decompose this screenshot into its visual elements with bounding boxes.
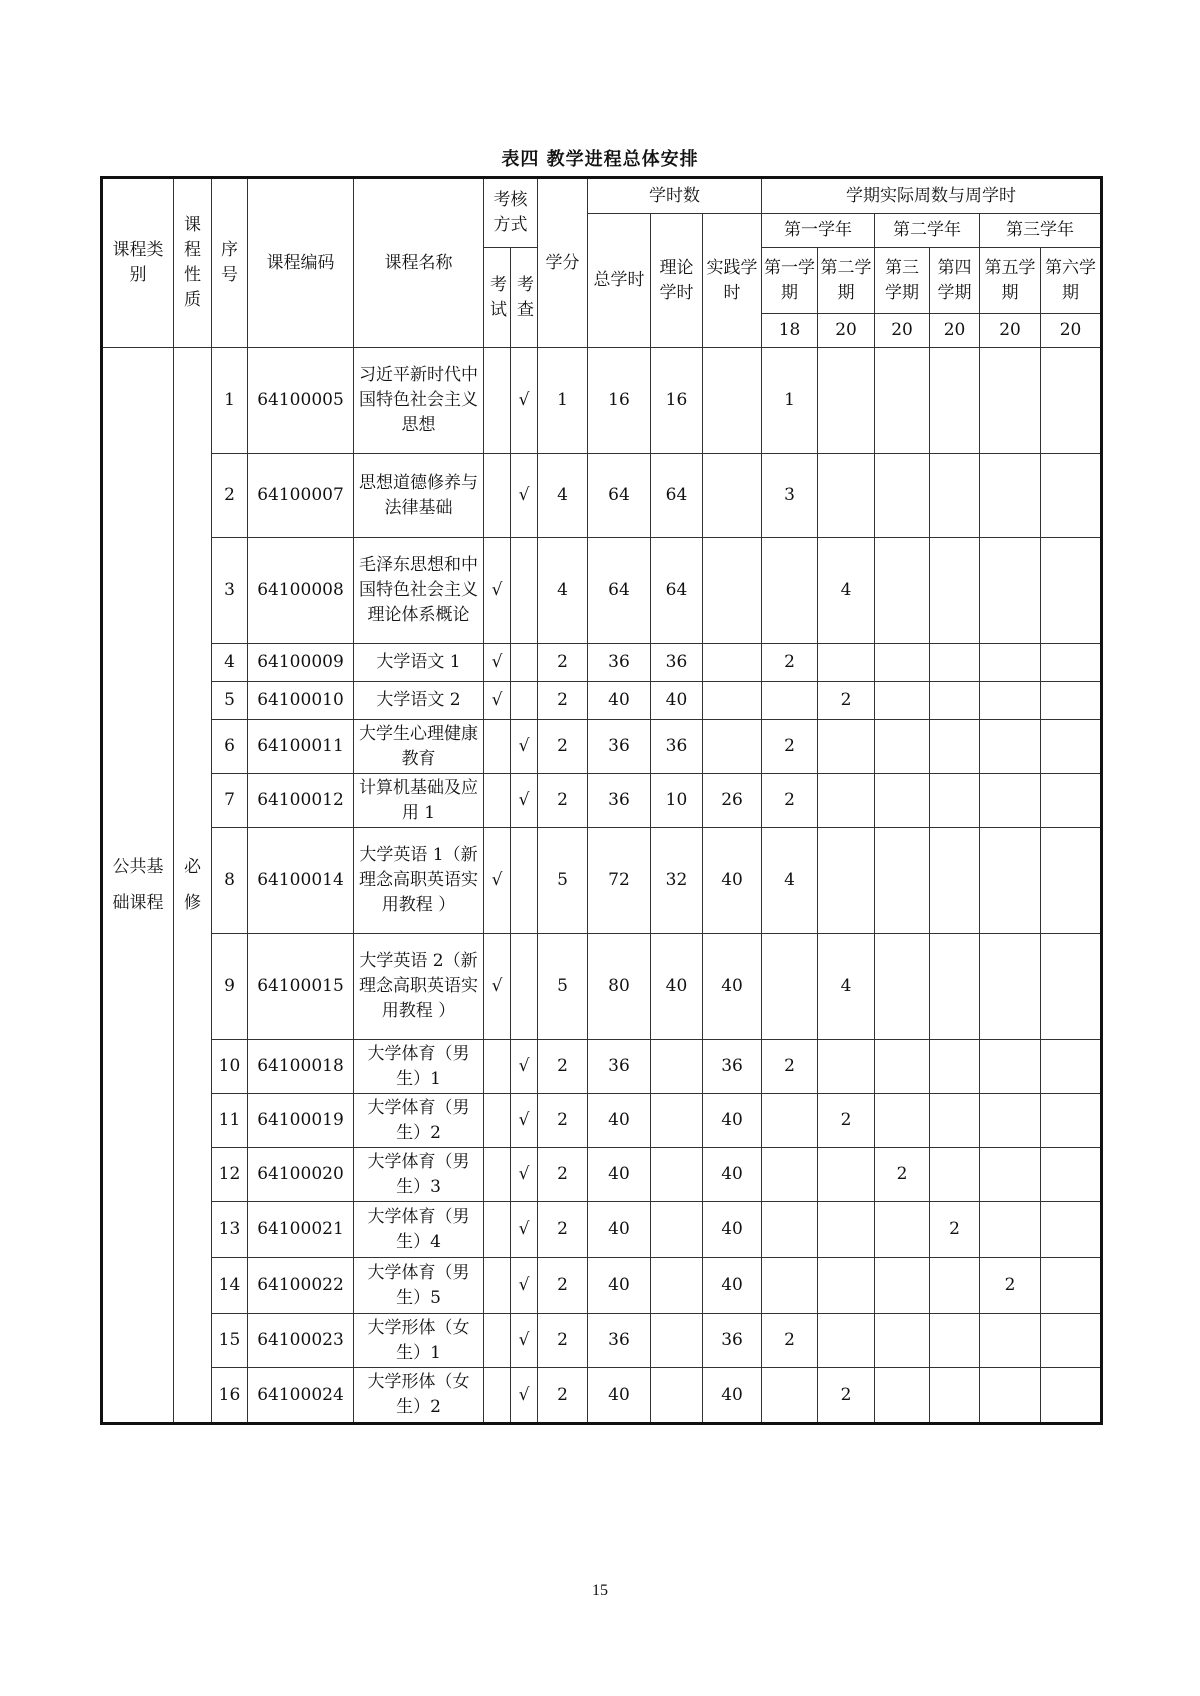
header-name: 课程名称: [354, 178, 484, 348]
course-exam-mark: [484, 774, 511, 828]
course-exam-mark: [484, 1258, 511, 1314]
course-total-hours: 40: [588, 1202, 651, 1258]
course-exam-mark: [484, 454, 511, 538]
course-seq: 8: [212, 828, 248, 934]
weeks-semester-3: 20: [875, 314, 930, 348]
course-semester-3-hours: [875, 1258, 930, 1314]
table-row: [102, 454, 1102, 538]
course-exam-mark: [484, 1040, 511, 1094]
course-semester-1-hours: 2: [762, 720, 818, 774]
course-total-hours: 72: [588, 828, 651, 934]
course-semester-2-hours: 2: [818, 1368, 875, 1424]
course-semester-5-hours: [980, 1094, 1041, 1148]
course-semester-4-hours: [930, 644, 980, 682]
course-semester-2-hours: [818, 774, 875, 828]
course-exam-mark: √: [484, 828, 511, 934]
teaching-plan-table: [100, 176, 1103, 1425]
course-exam-mark: [484, 1094, 511, 1148]
course-check-mark: √: [511, 1202, 538, 1258]
weeks-semester-1: 18: [762, 314, 818, 348]
course-credit: 2: [538, 1148, 588, 1202]
course-semester-4-hours: [930, 828, 980, 934]
course-semester-2-hours: [818, 1314, 875, 1368]
course-semester-5-hours: [980, 348, 1041, 454]
course-semester-3-hours: [875, 348, 930, 454]
course-name: 大学语文 1: [354, 644, 484, 682]
course-code: 64100024: [248, 1368, 354, 1424]
course-code: 64100005: [248, 348, 354, 454]
course-credit: 5: [538, 934, 588, 1040]
course-practice-hours: [703, 720, 762, 774]
course-check-mark: √: [511, 1148, 538, 1202]
course-seq: 4: [212, 644, 248, 682]
course-theory-hours: [651, 1202, 703, 1258]
course-semester-1-hours: [762, 1148, 818, 1202]
course-category: 公共基础课程: [102, 348, 174, 1424]
course-check-mark: [511, 828, 538, 934]
course-semester-4-hours: [930, 1314, 980, 1368]
course-semester-3-hours: [875, 538, 930, 644]
course-seq: 6: [212, 720, 248, 774]
course-semester-4-hours: [930, 1148, 980, 1202]
table-row: [102, 1148, 1102, 1202]
course-theory-hours: 40: [651, 682, 703, 720]
header-semester-3: 第三学期: [875, 248, 930, 314]
course-name: 大学英语 2（新理念高职英语实用教程 ）: [354, 934, 484, 1040]
course-theory-hours: [651, 1148, 703, 1202]
course-semester-3-hours: [875, 644, 930, 682]
course-semester-4-hours: [930, 538, 980, 644]
course-semester-3-hours: 2: [875, 1148, 930, 1202]
course-check-mark: [511, 934, 538, 1040]
header-semester-6: 第六学期: [1041, 248, 1102, 314]
course-total-hours: 36: [588, 774, 651, 828]
course-name: 大学体育（男生）1: [354, 1040, 484, 1094]
table-row: [102, 720, 1102, 774]
course-semester-5-hours: [980, 1368, 1041, 1424]
course-semester-6-hours: [1041, 828, 1102, 934]
course-name: 大学英语 1（新理念高职英语实用教程 ）: [354, 828, 484, 934]
course-semester-1-hours: 4: [762, 828, 818, 934]
course-code: 64100007: [248, 454, 354, 538]
course-semester-1-hours: [762, 1202, 818, 1258]
header-exam: 考试: [484, 248, 511, 348]
course-seq: 13: [212, 1202, 248, 1258]
course-semester-1-hours: 2: [762, 1314, 818, 1368]
course-credit: 2: [538, 1040, 588, 1094]
course-name: 计算机基础及应用 1: [354, 774, 484, 828]
course-check-mark: √: [511, 454, 538, 538]
header-assess: 考核方式: [484, 178, 538, 248]
course-semester-6-hours: [1041, 1202, 1102, 1258]
course-semester-1-hours: [762, 1368, 818, 1424]
course-code: 64100019: [248, 1094, 354, 1148]
course-name: 大学语文 2: [354, 682, 484, 720]
course-semester-1-hours: 3: [762, 454, 818, 538]
course-semester-5-hours: 2: [980, 1258, 1041, 1314]
course-semester-6-hours: [1041, 1258, 1102, 1314]
course-seq: 7: [212, 774, 248, 828]
header-semester-2: 第二学期: [818, 248, 875, 314]
course-practice-hours: 40: [703, 828, 762, 934]
header-semester-1: 第一学期: [762, 248, 818, 314]
course-check-mark: √: [511, 348, 538, 454]
course-semester-5-hours: [980, 454, 1041, 538]
course-semester-6-hours: [1041, 1040, 1102, 1094]
course-semester-4-hours: [930, 348, 980, 454]
course-seq: 2: [212, 454, 248, 538]
course-practice-hours: [703, 682, 762, 720]
course-check-mark: √: [511, 1258, 538, 1314]
course-seq: 11: [212, 1094, 248, 1148]
course-semester-4-hours: [930, 682, 980, 720]
course-total-hours: 36: [588, 720, 651, 774]
table-row: [102, 1040, 1102, 1094]
table-row: [102, 1094, 1102, 1148]
course-seq: 10: [212, 1040, 248, 1094]
course-total-hours: 40: [588, 682, 651, 720]
table-row: [102, 682, 1102, 720]
weeks-semester-4: 20: [930, 314, 980, 348]
table-row: [102, 1314, 1102, 1368]
course-seq: 3: [212, 538, 248, 644]
course-seq: 14: [212, 1258, 248, 1314]
course-exam-mark: [484, 1368, 511, 1424]
course-check-mark: [511, 538, 538, 644]
course-semester-5-hours: [980, 828, 1041, 934]
course-code: 64100012: [248, 774, 354, 828]
course-semester-6-hours: [1041, 1314, 1102, 1368]
course-total-hours: 64: [588, 538, 651, 644]
header-semester-4: 第四学期: [930, 248, 980, 314]
course-credit: 5: [538, 828, 588, 934]
weeks-semester-5: 20: [980, 314, 1041, 348]
header-year-2: 第二学年: [875, 214, 980, 248]
course-credit: 2: [538, 1368, 588, 1424]
course-code: 64100008: [248, 538, 354, 644]
course-practice-hours: 36: [703, 1040, 762, 1094]
course-practice-hours: 40: [703, 1258, 762, 1314]
course-semester-4-hours: [930, 1040, 980, 1094]
course-semester-1-hours: [762, 1258, 818, 1314]
course-total-hours: 36: [588, 1314, 651, 1368]
course-semester-2-hours: [818, 1258, 875, 1314]
course-practice-hours: [703, 644, 762, 682]
course-name: 大学形体（女生）1: [354, 1314, 484, 1368]
course-semester-3-hours: [875, 1040, 930, 1094]
course-semester-5-hours: [980, 644, 1041, 682]
table-row: [102, 348, 1102, 454]
course-practice-hours: [703, 454, 762, 538]
course-semester-6-hours: [1041, 774, 1102, 828]
course-total-hours: 40: [588, 1094, 651, 1148]
course-semester-3-hours: [875, 828, 930, 934]
course-name: 大学体育（男生）3: [354, 1148, 484, 1202]
course-name: 大学生心理健康教育: [354, 720, 484, 774]
course-semester-4-hours: [930, 454, 980, 538]
table-title: 表四 教学进程总体安排: [501, 149, 699, 170]
course-check-mark: √: [511, 1314, 538, 1368]
course-exam-mark: [484, 1202, 511, 1258]
course-semester-6-hours: [1041, 1148, 1102, 1202]
course-semester-1-hours: [762, 934, 818, 1040]
table-row: [102, 538, 1102, 644]
course-code: 64100014: [248, 828, 354, 934]
course-semester-1-hours: [762, 682, 818, 720]
course-total-hours: 36: [588, 644, 651, 682]
course-credit: 2: [538, 1314, 588, 1368]
course-semester-3-hours: [875, 1094, 930, 1148]
course-credit: 2: [538, 720, 588, 774]
course-code: 64100020: [248, 1148, 354, 1202]
course-semester-1-hours: 1: [762, 348, 818, 454]
course-semester-5-hours: [980, 682, 1041, 720]
course-credit: 2: [538, 644, 588, 682]
course-theory-hours: [651, 1314, 703, 1368]
course-semester-2-hours: 4: [818, 934, 875, 1040]
course-seq: 12: [212, 1148, 248, 1202]
course-semester-5-hours: [980, 1314, 1041, 1368]
course-practice-hours: 40: [703, 1368, 762, 1424]
course-semester-4-hours: [930, 720, 980, 774]
course-theory-hours: 32: [651, 828, 703, 934]
header-theory-hours: 理论学时: [651, 214, 703, 348]
course-name: 大学体育（男生）2: [354, 1094, 484, 1148]
course-check-mark: √: [511, 1040, 538, 1094]
course-semester-6-hours: [1041, 1094, 1102, 1148]
weeks-semester-2: 20: [818, 314, 875, 348]
table-row: [102, 1202, 1102, 1258]
course-theory-hours: 40: [651, 934, 703, 1040]
course-credit: 4: [538, 538, 588, 644]
course-semester-2-hours: 2: [818, 682, 875, 720]
course-check-mark: √: [511, 1094, 538, 1148]
table-row: [102, 774, 1102, 828]
course-semester-3-hours: [875, 720, 930, 774]
course-semester-6-hours: [1041, 934, 1102, 1040]
course-theory-hours: [651, 1094, 703, 1148]
course-theory-hours: [651, 1040, 703, 1094]
course-semester-6-hours: [1041, 720, 1102, 774]
course-semester-2-hours: [818, 1202, 875, 1258]
course-total-hours: 40: [588, 1148, 651, 1202]
header-credit: 学分: [538, 178, 588, 348]
course-semester-5-hours: [980, 538, 1041, 644]
course-name: 思想道德修养与法律基础: [354, 454, 484, 538]
course-semester-5-hours: [980, 1202, 1041, 1258]
course-seq: 1: [212, 348, 248, 454]
course-check-mark: √: [511, 1368, 538, 1424]
course-semester-2-hours: [818, 454, 875, 538]
page-number: 15: [592, 1582, 608, 1599]
course-semester-6-hours: [1041, 682, 1102, 720]
course-semester-3-hours: [875, 934, 930, 1040]
course-exam-mark: √: [484, 644, 511, 682]
course-credit: 2: [538, 774, 588, 828]
course-semester-2-hours: 4: [818, 538, 875, 644]
course-seq: 15: [212, 1314, 248, 1368]
course-code: 64100010: [248, 682, 354, 720]
course-semester-1-hours: 2: [762, 1040, 818, 1094]
course-credit: 4: [538, 454, 588, 538]
course-exam-mark: [484, 348, 511, 454]
course-practice-hours: 26: [703, 774, 762, 828]
course-credit: 2: [538, 1258, 588, 1314]
course-theory-hours: 10: [651, 774, 703, 828]
course-semester-4-hours: [930, 934, 980, 1040]
course-semester-2-hours: [818, 720, 875, 774]
header-total-hours: 总学时: [588, 214, 651, 348]
course-semester-2-hours: 2: [818, 1094, 875, 1148]
course-credit: 2: [538, 682, 588, 720]
course-practice-hours: 40: [703, 934, 762, 1040]
header-practice-hours: 实践学时: [703, 214, 762, 348]
course-check-mark: √: [511, 720, 538, 774]
course-semester-6-hours: [1041, 348, 1102, 454]
course-check-mark: √: [511, 774, 538, 828]
course-semester-4-hours: [930, 1094, 980, 1148]
course-semester-3-hours: [875, 1368, 930, 1424]
course-practice-hours: 40: [703, 1148, 762, 1202]
course-theory-hours: 64: [651, 538, 703, 644]
course-exam-mark: [484, 1148, 511, 1202]
course-semester-4-hours: 2: [930, 1202, 980, 1258]
course-semester-1-hours: 2: [762, 774, 818, 828]
course-total-hours: 80: [588, 934, 651, 1040]
course-theory-hours: 36: [651, 720, 703, 774]
course-check-mark: [511, 682, 538, 720]
course-code: 64100011: [248, 720, 354, 774]
course-name: 毛泽东思想和中国特色社会主义理论体系概论: [354, 538, 484, 644]
course-exam-mark: [484, 720, 511, 774]
course-theory-hours: 36: [651, 644, 703, 682]
course-semester-1-hours: [762, 538, 818, 644]
course-semester-6-hours: [1041, 1368, 1102, 1424]
course-semester-2-hours: [818, 1148, 875, 1202]
course-exam-mark: [484, 1314, 511, 1368]
course-semester-1-hours: 2: [762, 644, 818, 682]
course-semester-4-hours: [930, 774, 980, 828]
weeks-semester-6: 20: [1041, 314, 1102, 348]
header-seq: 序号: [212, 178, 248, 348]
course-practice-hours: 40: [703, 1202, 762, 1258]
course-semester-3-hours: [875, 454, 930, 538]
course-code: 64100009: [248, 644, 354, 682]
course-nature: 必修: [174, 348, 212, 1424]
header-category: 课程类别: [102, 178, 174, 348]
course-name: 习近平新时代中国特色社会主义思想: [354, 348, 484, 454]
header-year-1: 第一学年: [762, 214, 875, 248]
course-total-hours: 16: [588, 348, 651, 454]
course-practice-hours: [703, 348, 762, 454]
course-semester-6-hours: [1041, 538, 1102, 644]
course-code: 64100023: [248, 1314, 354, 1368]
course-theory-hours: 64: [651, 454, 703, 538]
course-code: 64100018: [248, 1040, 354, 1094]
course-semester-4-hours: [930, 1368, 980, 1424]
course-seq: 9: [212, 934, 248, 1040]
course-credit: 2: [538, 1202, 588, 1258]
course-code: 64100015: [248, 934, 354, 1040]
course-exam-mark: √: [484, 682, 511, 720]
course-semester-2-hours: [818, 348, 875, 454]
course-practice-hours: [703, 538, 762, 644]
course-semester-6-hours: [1041, 454, 1102, 538]
course-name: 大学形体（女生）2: [354, 1368, 484, 1424]
table-row: [102, 1258, 1102, 1314]
course-semester-2-hours: [818, 1040, 875, 1094]
course-semester-1-hours: [762, 1094, 818, 1148]
course-code: 64100021: [248, 1202, 354, 1258]
course-semester-3-hours: [875, 1314, 930, 1368]
course-exam-mark: √: [484, 934, 511, 1040]
header-year-3: 第三学年: [980, 214, 1102, 248]
course-semester-5-hours: [980, 774, 1041, 828]
course-name: 大学体育（男生）5: [354, 1258, 484, 1314]
course-theory-hours: [651, 1258, 703, 1314]
course-check-mark: [511, 644, 538, 682]
course-semester-2-hours: [818, 644, 875, 682]
course-exam-mark: √: [484, 538, 511, 644]
course-semester-2-hours: [818, 828, 875, 934]
header-semester-group: 学期实际周数与周学时: [762, 178, 1102, 214]
header-hours: 学时数: [588, 178, 762, 214]
course-seq: 16: [212, 1368, 248, 1424]
course-total-hours: 64: [588, 454, 651, 538]
course-practice-hours: 40: [703, 1094, 762, 1148]
course-semester-3-hours: [875, 774, 930, 828]
header-check: 考查: [511, 248, 538, 348]
course-semester-5-hours: [980, 934, 1041, 1040]
table-row: [102, 1368, 1102, 1424]
table-row: [102, 934, 1102, 1040]
course-semester-5-hours: [980, 1040, 1041, 1094]
course-semester-3-hours: [875, 682, 930, 720]
course-seq: 5: [212, 682, 248, 720]
header-nature: 课程性质: [174, 178, 212, 348]
course-total-hours: 36: [588, 1040, 651, 1094]
course-practice-hours: 36: [703, 1314, 762, 1368]
header-code: 课程编码: [248, 178, 354, 348]
course-total-hours: 40: [588, 1368, 651, 1424]
course-code: 64100022: [248, 1258, 354, 1314]
table-row: [102, 828, 1102, 934]
course-semester-5-hours: [980, 1148, 1041, 1202]
header-semester-5: 第五学期: [980, 248, 1041, 314]
course-semester-3-hours: [875, 1202, 930, 1258]
course-name: 大学体育（男生）4: [354, 1202, 484, 1258]
course-semester-5-hours: [980, 720, 1041, 774]
course-credit: 1: [538, 348, 588, 454]
course-semester-4-hours: [930, 1258, 980, 1314]
course-credit: 2: [538, 1094, 588, 1148]
course-total-hours: 40: [588, 1258, 651, 1314]
course-theory-hours: 16: [651, 348, 703, 454]
table-row: [102, 644, 1102, 682]
course-semester-6-hours: [1041, 644, 1102, 682]
course-theory-hours: [651, 1368, 703, 1424]
